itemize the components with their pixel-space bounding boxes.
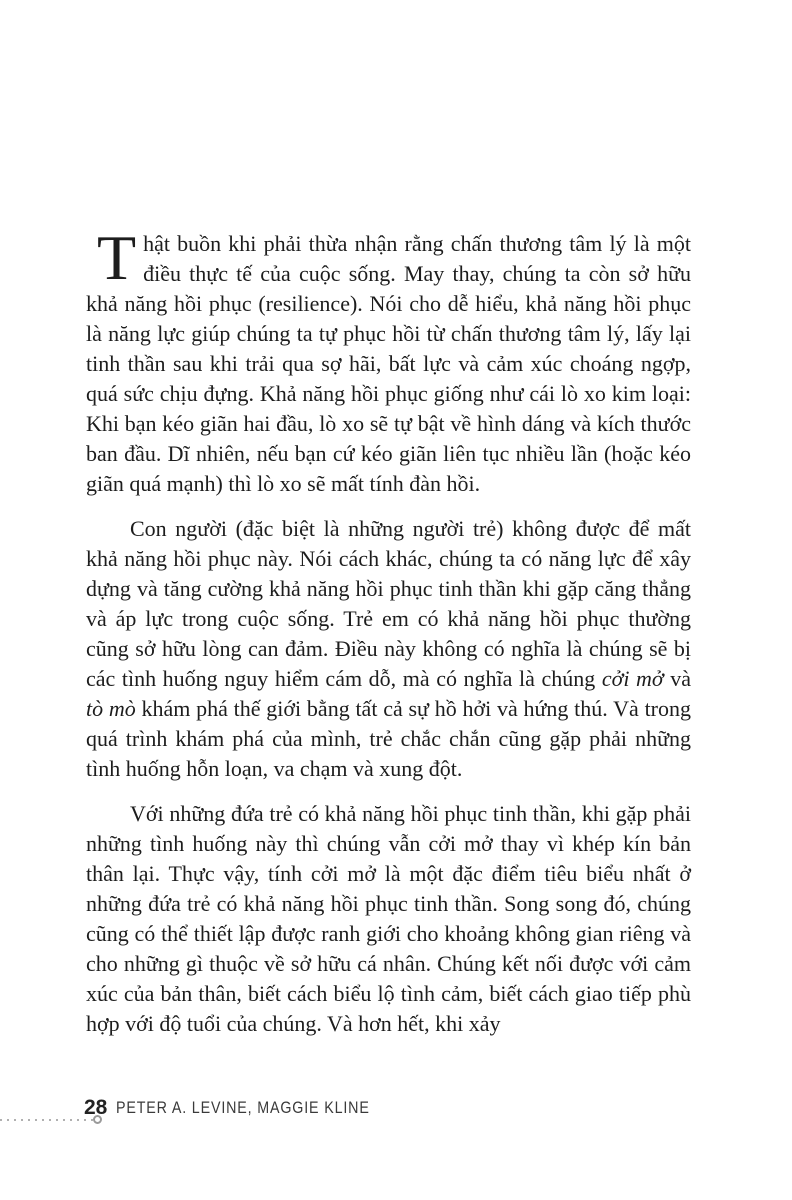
text-segment: Với những đứa trẻ có khả năng hồi phục tinh thần, khi gặp phải những tình huống này thì chúng vẫn cởi mở thay vì khép kín bản thân lại. Thực vậy, tính cởi mở là một đặc điểm tiêu biểu nhất ở những đứa trẻ có khả năng hồi phục tinh thần. Song song đó, chúng cũng có thể thiết lập được ranh giới cho khoảng không gian riêng và cho những gì thuộc về sở hữu cá nhân. Chúng kết nối được với cảm xúc của bản thân, biết cách biểu lộ tình cảm, biết cách giao tiếp phù hợp với độ tuổi của chúng. Và hơn hết, khi xảy [86, 801, 691, 1036]
emphasis-text: cởi mở [601, 666, 664, 691]
text-segment: và [663, 666, 692, 691]
paragraph [86, 514, 691, 784]
running-title: PETER A. LEVINE, MAGGIE KLINE [116, 1098, 371, 1117]
paragraph [86, 799, 691, 1039]
footer-dotted-leader [0, 1119, 93, 1121]
text-segment: Con người (đặc biệt là những người trẻ) không được để mất khả năng hồi phục này. Nói cách khác, chúng ta có năng lực để xây dựng và tăng cường khả năng hồi phục tinh thần khi gặp căng thẳng và áp lực trong cuộc sống. Trẻ em có khả năng hồi phục thường cũng sở hữu lòng can đảm. Điều này không có nghĩa là chúng sẽ bị các tình huống nguy hiểm cám dỗ, mà có nghĩa là chúng [86, 516, 691, 691]
paragraph [86, 222, 691, 499]
text-segment: hật buồn khi phải thừa nhận rằng chấn thương tâm lý là một điều thực tế của cuộc sống. May thay, chúng ta còn sở hữu khả năng hồi phục (resilience). Nói cho dễ hiểu, khả năng hồi phục là năng lực giúp chúng ta tự phục hồi từ chấn thương tâm lý, lấy lại tinh thần sau khi trải qua sợ hãi, bất lực và cảm xúc choáng ngợp, quá sức chịu đựng. Khả năng hồi phục giống như cái lò xo kim loại: Khi bạn kéo giãn hai đầu, lò xo sẽ tự bật về hình dáng và kích thước ban đầu. Dĩ nhiên, nếu bạn cứ kéo giãn liên tục nhiều lần (hoặc kéo giãn quá mạnh) thì lò xo sẽ mất tính đàn hồi. [86, 231, 691, 496]
page-footer [84, 1097, 418, 1121]
text-segment: khám phá thế giới bằng tất cả sự hồ hởi và hứng thú. Và trong quá trình khám phá của mình, trẻ chắc chắn cũng gặp phải những tình huống hỗn loạn, va chạm và xung đột. [86, 696, 692, 781]
drop-cap-letter: T [97, 222, 137, 293]
emphasis-text: tò mò [86, 696, 136, 721]
body-text-block [86, 222, 692, 1054]
page-number: 28 [84, 1096, 108, 1119]
